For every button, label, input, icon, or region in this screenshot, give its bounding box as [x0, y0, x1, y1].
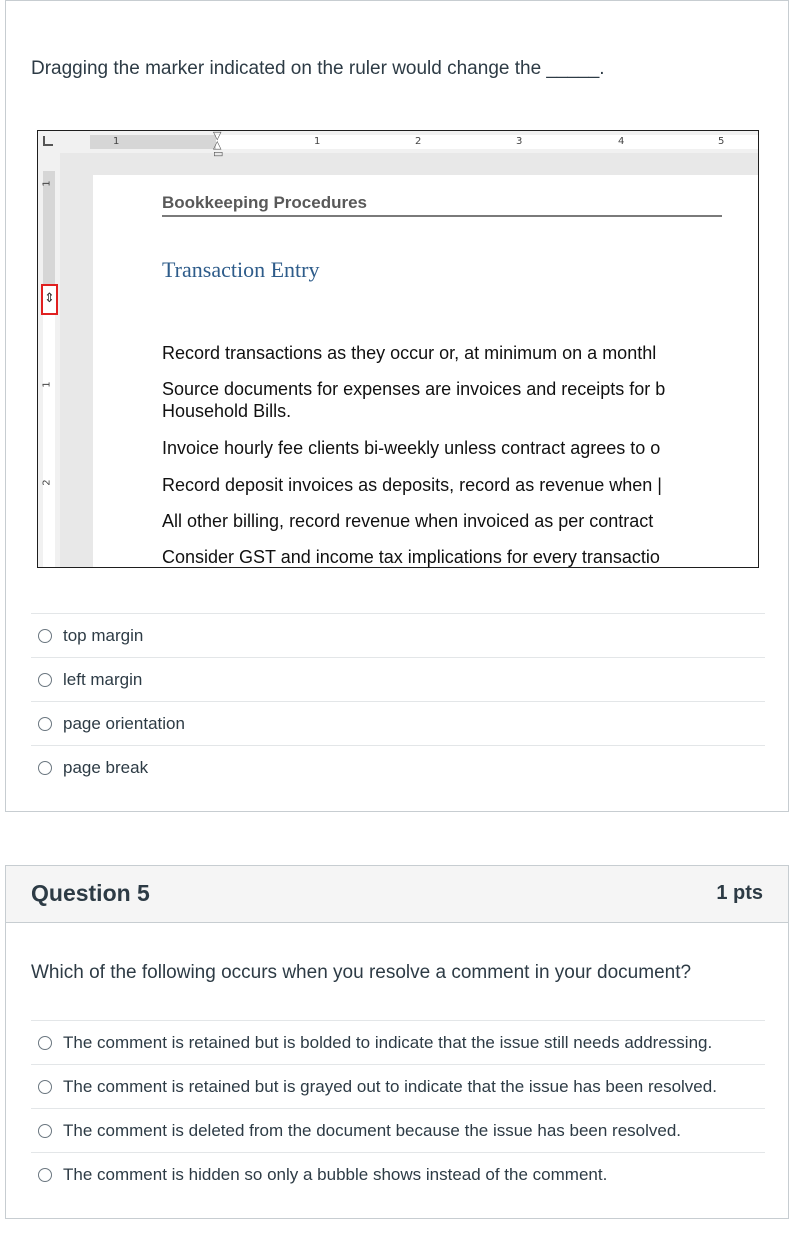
question-4-answers — [31, 613, 765, 789]
ruler-number: 3 — [516, 136, 523, 147]
radio-button[interactable] — [38, 761, 52, 775]
answer-label: page break — [63, 757, 149, 777]
answer-option[interactable] — [31, 1020, 765, 1064]
radio-button[interactable] — [38, 1080, 52, 1094]
doc-header-text: Bookkeeping Procedures — [162, 193, 722, 217]
ruler-text-area — [216, 135, 759, 149]
answer-option[interactable] — [31, 613, 765, 657]
vertical-ruler — [38, 153, 60, 568]
vertical-ruler-margin-area — [43, 171, 55, 286]
question-4-prompt: Dragging the marker indicated on the ruler would change the _____. — [31, 58, 605, 79]
answer-label: The comment is deleted from the document because the issue has been resolved. — [63, 1120, 682, 1140]
document-page — [93, 175, 759, 568]
ruler-number: 5 — [718, 136, 725, 147]
word-ruler-screenshot — [37, 130, 759, 568]
vertical-ruler-number: 2 — [41, 479, 53, 486]
answer-label: page orientation — [63, 713, 185, 733]
answer-option[interactable] — [31, 1152, 765, 1196]
answer-option[interactable] — [31, 745, 765, 789]
radio-button[interactable] — [38, 717, 52, 731]
ruler-number: 1 — [314, 136, 321, 147]
vertical-ruler-text-area — [43, 286, 55, 568]
doc-paragraph: Record transactions as they occur or, at minimum on a monthl — [162, 343, 657, 363]
radio-button[interactable] — [38, 1168, 52, 1182]
answer-label: The comment is retained but is bolded to indicate that the issue still needs addressing. — [63, 1032, 713, 1052]
ruler-number: 1 — [113, 136, 120, 147]
doc-paragraph: Consider GST and income tax implications for every transactio — [162, 547, 660, 567]
horizontal-ruler — [38, 130, 758, 160]
doc-paragraph: All other billing, record revenue when invoiced as per contract — [162, 511, 654, 531]
doc-paragraph: Invoice hourly fee clients bi-weekly unless contract agrees to o — [162, 438, 661, 458]
radio-button[interactable] — [38, 1124, 52, 1138]
answer-label: The comment is retained but is grayed out to indicate that the issue has been resolved. — [63, 1076, 717, 1096]
question-points: 1 pts — [716, 882, 763, 904]
radio-button[interactable] — [38, 629, 52, 643]
radio-button[interactable] — [38, 673, 52, 687]
question-5-prompt: Which of the following occurs when you resolve a comment in your document? — [31, 962, 692, 983]
answer-option[interactable] — [31, 657, 765, 701]
margin-marker-icon: ⇕ — [44, 290, 55, 305]
ruler-number: 2 — [415, 136, 422, 147]
question-title: Question 5 — [31, 880, 150, 906]
doc-heading: Transaction Entry — [162, 257, 320, 282]
doc-paragraph: Record deposit invoices as deposits, record as revenue when | — [162, 475, 662, 495]
tab-selector-icon — [43, 136, 53, 146]
answer-option[interactable] — [31, 1064, 765, 1108]
question-5-card — [5, 865, 789, 1219]
question-5-header — [6, 866, 788, 923]
answer-label: top margin — [63, 625, 144, 645]
vertical-ruler-number: 1 — [41, 180, 53, 187]
doc-paragraph: Household Bills. — [162, 401, 292, 421]
radio-button[interactable] — [38, 1036, 52, 1050]
question-4-card — [5, 0, 789, 812]
indent-marker-icon: ▽ △ ▭ — [213, 130, 224, 160]
answer-option[interactable] — [31, 1108, 765, 1152]
ruler-number: 4 — [618, 136, 625, 147]
ruler-margin-area — [90, 135, 216, 149]
highlighted-margin-marker[interactable] — [41, 284, 58, 315]
answer-label: The comment is hidden so only a bubble shows instead of the comment. — [63, 1164, 608, 1184]
answer-label: left margin — [63, 669, 143, 689]
question-5-answers — [31, 1020, 765, 1196]
vertical-ruler-number: 1 — [41, 381, 53, 388]
doc-paragraph: Source documents for expenses are invoices and receipts for b — [162, 379, 666, 399]
answer-option[interactable] — [31, 701, 765, 745]
